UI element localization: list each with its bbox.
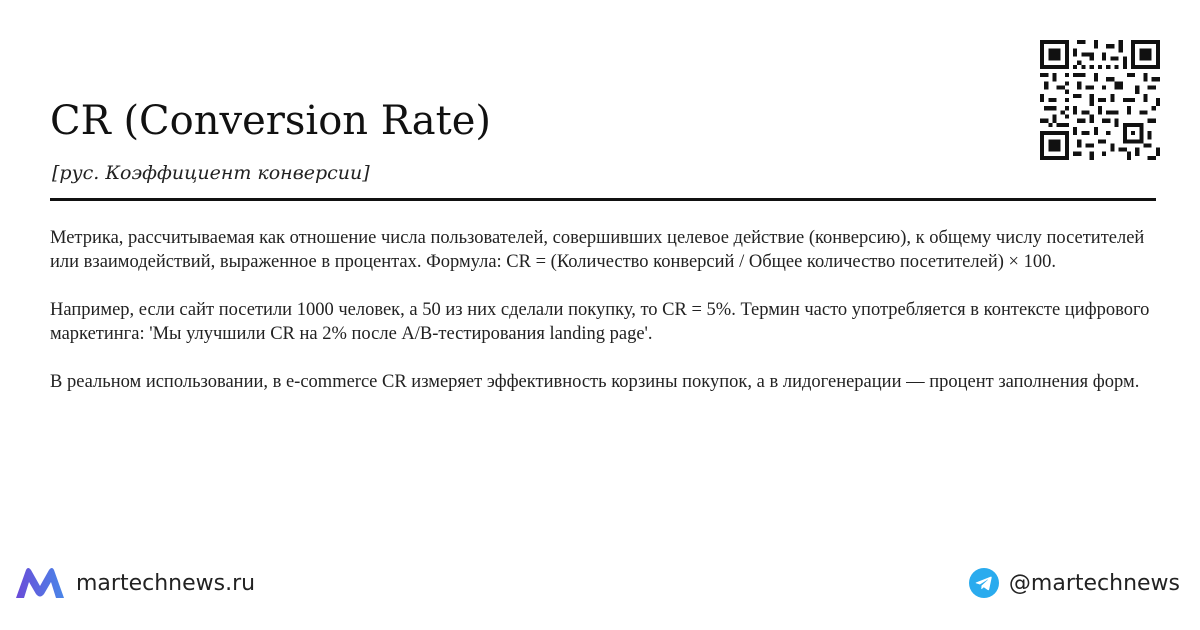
- page-title: CR (Conversion Rate): [50, 98, 491, 144]
- telegram-icon: [969, 568, 999, 598]
- page-subtitle: [рус. Коэффициент конверсии]: [52, 162, 370, 184]
- telegram-handle[interactable]: [969, 565, 1180, 601]
- martechnews-logo-icon: [14, 566, 66, 600]
- site-brand[interactable]: [14, 565, 255, 601]
- definition-body: [50, 226, 1150, 418]
- telegram-handle-text[interactable]: @martechnews: [1008, 570, 1180, 596]
- paragraph-definition: Метрика, рассчитываемая как отношение числа пользователей, совершивших целевое действие (конверсию), к общему числу посетителей или взаимодействий, выраженное в процентах. Формула: CR = (Количество конверсий / Общее количество посетителей) × 100.: [50, 228, 1145, 272]
- qr-code-icon: [1040, 40, 1160, 160]
- title-divider: [50, 198, 1156, 201]
- site-name[interactable]: martechnews.ru: [76, 570, 256, 596]
- paragraph-usage: В реальном использовании, в e-commerce CR измеряет эффективность корзины покупок, а в лидогенерации — процент заполнения форм.: [50, 372, 1140, 392]
- paragraph-example: Например, если сайт посетили 1000 человек, а 50 из них сделали покупку, то CR = 5%. Термин часто употребляется в контексте цифрового маркетинга: 'Мы улучшили CR на 2% после A/B-тестирования landing page'.: [50, 300, 1150, 344]
